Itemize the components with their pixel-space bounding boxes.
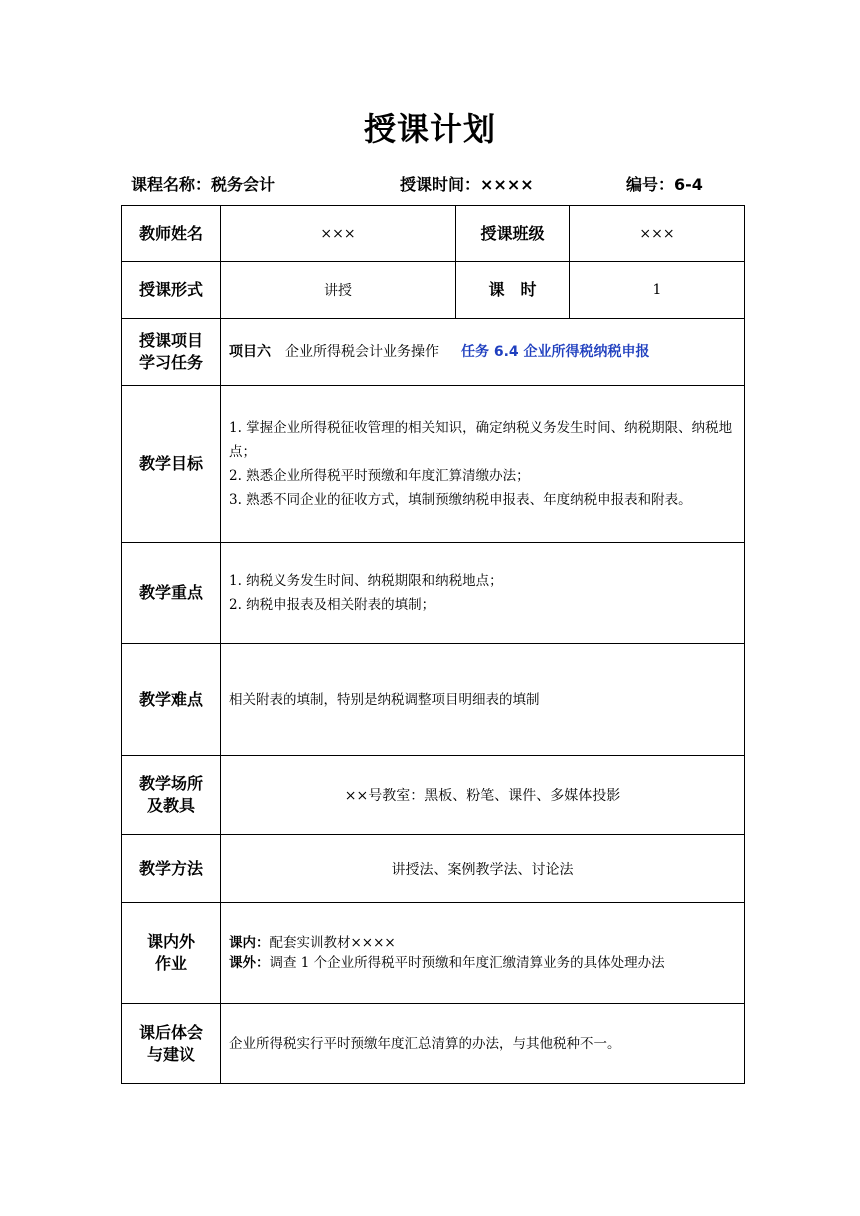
course-name [131, 172, 275, 194]
homework-in [229, 933, 740, 953]
teaching-method-value: 讲授法、案例教学法、讨论法 [221, 835, 745, 903]
project-label-line2: 学习任务 [138, 353, 203, 372]
task-name: 任务 6.4 企业所得税纳税申报 [461, 344, 650, 360]
table-row [122, 756, 745, 835]
difficulty-label: 教学难点 [122, 644, 221, 756]
reflection-label-line2: 与建议 [146, 1044, 195, 1064]
reflection-label [122, 1004, 221, 1084]
venue-label-line2: 及教具 [146, 796, 195, 815]
key-points-label: 教学重点 [122, 543, 221, 644]
teaching-goal-label: 教学目标 [122, 386, 221, 543]
table-row [122, 386, 745, 543]
teaching-time [400, 172, 534, 194]
goal-item: 2. 熟悉企业所得税平时预缴和年度汇算清缴办法； [229, 468, 530, 484]
homework-label-line2: 作业 [154, 954, 187, 973]
key-point-item: 1. 纳税义务发生时间、纳税期限和纳税地点； [229, 573, 503, 589]
homework-label-line1: 课内外 [146, 932, 195, 951]
project-task-label [122, 319, 221, 386]
project-prefix: 项目六 [229, 344, 271, 360]
key-point-item: 2. 纳税申报表及相关附表的填制； [229, 597, 436, 613]
homework-out [229, 953, 740, 973]
homework-out-label: 课外： [229, 955, 270, 971]
table-row [122, 903, 745, 1004]
class-label: 授课班级 [456, 206, 570, 262]
table-row [122, 644, 745, 756]
class-hours-value: 1 [570, 262, 745, 319]
key-points-value [221, 543, 745, 644]
table-row [122, 319, 745, 386]
table-row [122, 262, 745, 319]
course-name-label: 课程名称： [131, 175, 212, 194]
project-task-value [221, 319, 745, 386]
project-label-line1: 授课项目 [138, 331, 203, 350]
teaching-time-value: ×××× [480, 175, 534, 194]
project-name: 企业所得税会计业务操作 [285, 344, 439, 360]
teacher-name-value: ××× [221, 206, 456, 262]
reflection-value: 企业所得税实行平时预缴年度汇总清算的办法，与其他税种不一。 [221, 1004, 745, 1084]
venue-value: ××号教室：黑板、粉笔、课件、多媒体投影 [221, 756, 745, 835]
homework-value [221, 903, 745, 1004]
document-number-label: 编号： [626, 175, 675, 194]
homework-out-value: 调查 1 个企业所得税平时预缴和年度汇缴清算业务的具体处理办法 [269, 955, 665, 971]
course-name-value: 税务会计 [211, 175, 276, 194]
table-row [122, 835, 745, 903]
reflection-label-line1: 课后体会 [138, 1022, 203, 1042]
document-number [626, 172, 703, 194]
teaching-method-label: 教学方法 [122, 835, 221, 903]
page-title: 授课计划 [363, 110, 496, 148]
class-value: ××× [570, 206, 745, 262]
homework-in-value: 配套实训教材×××× [269, 935, 396, 951]
venue-label [122, 756, 221, 835]
goal-item: 3. 熟悉不同企业的征收方式，填制预缴纳税申报表、年度纳税申报表和附表。 [229, 492, 692, 508]
table-row [122, 206, 745, 262]
difficulty-value: 相关附表的填制，特别是纳税调整项目明细表的填制 [221, 644, 745, 756]
teaching-form-value: 讲授 [221, 262, 456, 319]
homework-label [122, 903, 221, 1004]
table-row [122, 1004, 745, 1084]
venue-label-line1: 教学场所 [138, 774, 203, 793]
teaching-form-label: 授课形式 [122, 262, 221, 319]
table-row [122, 543, 745, 644]
class-hours-label: 课 时 [456, 262, 570, 319]
homework-in-label: 课内： [229, 935, 270, 951]
goal-item: 1. 掌握企业所得税征收管理的相关知识，确定纳税义务发生时间、纳税期限、纳税地点； [229, 420, 733, 460]
teaching-goal-value [221, 386, 745, 543]
teacher-name-label: 教师姓名 [122, 206, 221, 262]
plan-table [121, 205, 745, 1084]
teaching-time-label: 授课时间： [400, 175, 481, 194]
document-number-value: 6-4 [674, 175, 703, 194]
